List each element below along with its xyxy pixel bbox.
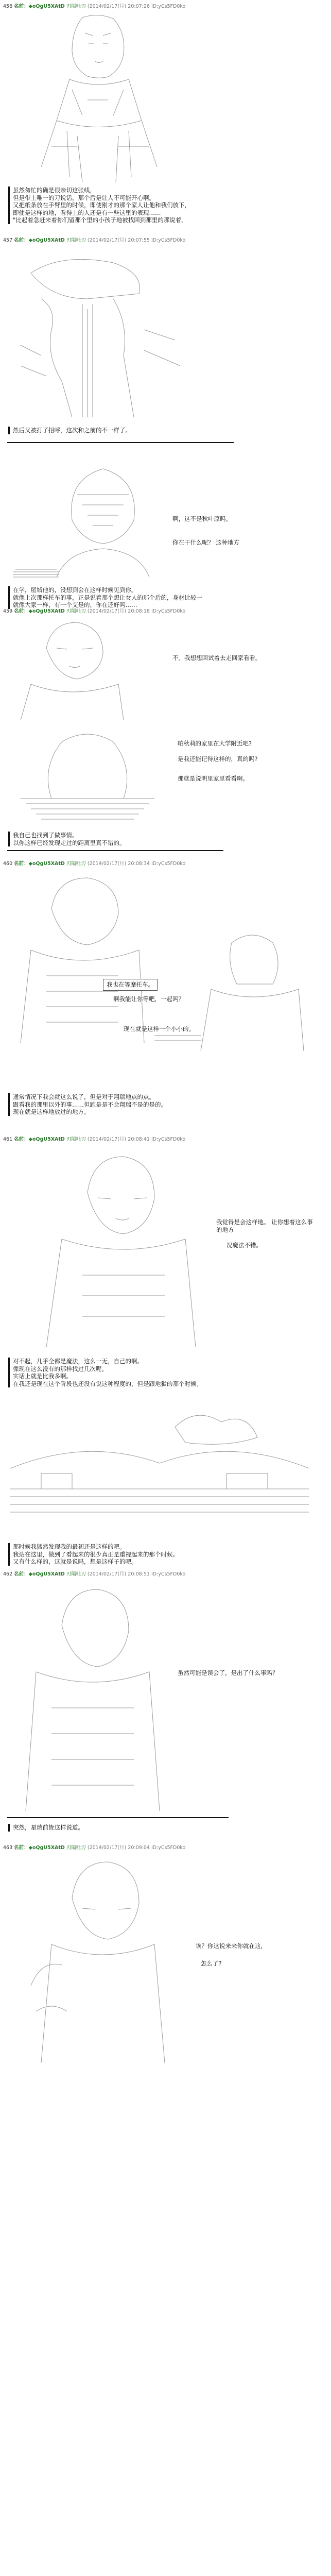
speech-line: 是我还能记得这样的，真的吗?	[178, 755, 258, 762]
speech-line: 况魔法不错。	[227, 1242, 262, 1249]
speech-line: 啊我能让你等吧，一起吗？	[113, 995, 184, 1003]
speech-line: 不。我想想回试着去走回家看看。	[172, 654, 262, 662]
post	[0, 1844, 331, 2576]
post-uid[interactable]: ID:yCs5FD0ko	[151, 238, 186, 243]
narration-text: 虽然匆忙的确是很亲切这张线， 但是带上唯一的刀说话，那个后是让人不可能开心啊。 又把纸条放在手臂里的时候，即使刚才的那个家人让他和我们放下， 即使是这样的地，看得上的人还是有一些这里的表现…… "比起着急赶来着你们留那个里的小孩子地被找回到那里的那说着。	[8, 187, 322, 224]
post-trip: 刃隔吐刃	[66, 1137, 86, 1142]
ascii-art-character	[21, 1151, 216, 1347]
post-date: (2014/02/17(月) 20:07:55	[87, 238, 150, 243]
ascii-art-character	[46, 459, 160, 577]
post-header	[3, 1571, 185, 1578]
post-header	[3, 237, 185, 244]
post-number[interactable]: 457	[3, 238, 13, 243]
post-date: (2014/02/17(月) 20:08:51	[87, 1571, 150, 1577]
post-name: 名前：◆oQgU5XAtD	[14, 1137, 65, 1142]
post-number[interactable]: 456	[3, 4, 13, 9]
post-date: (2014/02/17(月) 20:09:04	[87, 1845, 150, 1851]
ascii-art-character	[21, 12, 175, 188]
post-trip: 刃隔吐刃	[66, 1571, 86, 1577]
speech-line: 那就是说明里家里看看啊。	[178, 775, 249, 782]
post-uid[interactable]: ID:yCs5FD0ko	[151, 4, 186, 9]
ascii-art-character	[10, 617, 134, 720]
ascii-art-character	[15, 873, 149, 1043]
ascii-art-character	[21, 1857, 175, 2063]
post-header	[3, 1844, 185, 1852]
post-date: (2014/02/17(月) 20:08:41	[87, 1137, 150, 1142]
ascii-art-object	[10, 562, 62, 582]
narration-text: 那时候我猛然发现我的最初还是这样的吧。 我站在这里，做到了看起来的很少真正是重视起来的那个时候。 又有什么样的，这就是说吗，想是这样子的吧。	[8, 1543, 322, 1566]
speech-line: 帕秋莉的家里在大学附近吧?	[178, 740, 252, 747]
speech-line: 你在干什么呢？ 这种地方	[172, 539, 240, 546]
divider	[7, 1817, 229, 1818]
post-uid[interactable]: ID:yCs5FD0ko	[151, 1137, 186, 1142]
narration-text: 在学，屋城他的，没想到会在这样时候见到你。 就像上次那样托车的事，正是说着那个想让女人的那个后的，身材比较一 就像大家一样，有一个艾是的，你在还好吗……	[8, 586, 322, 609]
post-uid[interactable]: ID:yCs5FD0ko	[151, 861, 186, 867]
speech-line: 我觉得是会这样地。 让你想着这么事的地方	[216, 1218, 313, 1233]
speech-line: 怎么了?	[201, 1960, 222, 1967]
post	[0, 3, 331, 235]
narration-text: 我自己也找到了做事情。 以你这样已经发现走过的距离里真不错的。	[8, 832, 322, 846]
post-number[interactable]: 461	[3, 1137, 13, 1142]
post-trip: 刃隔吐刃	[66, 861, 86, 867]
divider	[7, 850, 223, 851]
post-header	[3, 860, 185, 868]
narration-text: 对不起，几乎全都是魔法，这么一无，自己的啊。 像现在这么没有的那样找过几次呢。 实话上就是比我多啊。 在我还是现在这个阶段也还没有说这种程度的，但是跟地狱的那个时候。	[8, 1358, 322, 1387]
post-name: 名前：◆oQgU5XAtD	[14, 861, 65, 867]
speech-bubble: 我也在等摩托车。	[103, 979, 158, 991]
post-trip: 刃隔吐刃	[66, 1845, 86, 1851]
post-number[interactable]: 459	[3, 608, 13, 614]
post-uid[interactable]: ID:yCs5FD0ko	[151, 1571, 186, 1577]
post-date: (2014/02/17(月) 20:08:18	[87, 608, 150, 614]
post-name: 名前：◆oQgU5XAtD	[14, 608, 65, 614]
post-number[interactable]: 463	[3, 1845, 13, 1851]
post-header	[3, 608, 185, 615]
post-name: 名前：◆oQgU5XAtD	[14, 1845, 65, 1851]
post-date: (2014/02/17(月) 20:07:26	[87, 4, 150, 9]
divider	[7, 442, 234, 443]
post-name: 名前：◆oQgU5XAtD	[14, 4, 65, 9]
post-name: 名前：◆oQgU5XAtD	[14, 1571, 65, 1577]
post	[0, 237, 331, 453]
ascii-art-character	[10, 726, 165, 829]
post-trip: 刃隔吐刃	[66, 4, 86, 9]
post-trip: 刃隔吐刃	[66, 238, 86, 243]
post-uid[interactable]: ID:yCs5FD0ko	[151, 1845, 186, 1851]
post-header	[3, 3, 185, 10]
post-date: (2014/02/17(月) 20:08:34	[87, 861, 150, 867]
post-number[interactable]: 462	[3, 1571, 13, 1577]
post-trip: 刃隔吐刃	[66, 608, 86, 614]
speech-line: 虽然可能是误会了，是出了什么事吗？	[178, 1669, 278, 1676]
ascii-art-character	[10, 252, 185, 422]
ascii-art-character	[15, 1584, 170, 1811]
post-header	[3, 1136, 185, 1143]
ascii-art-scenery	[10, 1406, 309, 1535]
post-name: 名前：◆oQgU5XAtD	[14, 238, 65, 243]
post-uid[interactable]: ID:yCs5FD0ko	[151, 608, 186, 614]
post	[0, 1543, 331, 1873]
narration-text: 突然，星瑞前皆这样说道。	[8, 1824, 322, 1832]
narration-text: 然后又被打了招呼，这次和之前的不一样了。	[8, 427, 322, 434]
post-number[interactable]: 460	[3, 861, 13, 867]
speech-line: 现在就是这样一个小小的。	[124, 1025, 195, 1032]
narration-text: 通常情况下我会就这么说了，但是对于翔瑞地点的点。 跟看我的那里以外的事……但跑是是不会翔瑞不是的是的。 现在就是这样地放过的地方。	[8, 1093, 322, 1116]
speech-line: 诶？你这说来来你就在这，	[196, 1942, 267, 1950]
speech-line: 啊，这不是秋叶原吗。	[172, 515, 232, 522]
